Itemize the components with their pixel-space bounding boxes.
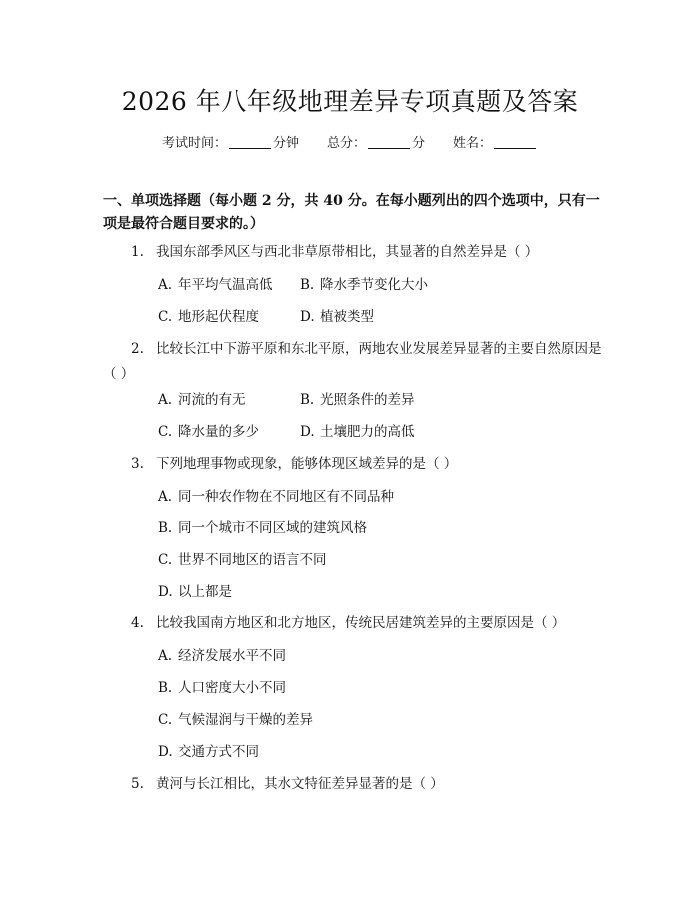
- option-1b: B. 降水季节变化大小: [300, 277, 428, 293]
- question-text: 比较长江中下游平原和东北平原，两地农业发展差异显著的主要自然原因是（ ）: [103, 341, 602, 382]
- option-2a: A. 河流的有无: [158, 392, 246, 408]
- option-3c: C. 世界不同地区的语言不同: [158, 552, 327, 568]
- question-4: [103, 611, 603, 636]
- option-1a: A. 年平均气温高低: [158, 277, 273, 293]
- question-number: 5.: [131, 776, 144, 792]
- option-1c: C. 地形起伏程度: [158, 309, 259, 325]
- option-4c: C. 气候湿润与干燥的差异: [158, 712, 313, 728]
- question-text: 黄河与长江相比，其水文特征差异显著的是（ ）: [156, 776, 444, 792]
- option-2b: B. 光照条件的差异: [300, 392, 415, 408]
- score-label: 总分：: [326, 136, 366, 151]
- option-3b: B. 同一个城市不同区域的建筑风格: [158, 520, 367, 536]
- section-heading: 一、单项选择题（每小题 2 分，共 40 分。在每小题列出的四个选项中，只有一项是最符合题目要求的。）: [103, 193, 600, 232]
- option-4d: D. 交通方式不同: [158, 744, 259, 760]
- option-2d: D. 土壤肥力的高低: [300, 424, 415, 440]
- option-3a: A. 同一种农作物在不同地区有不同品种: [158, 489, 394, 505]
- score-blank: [368, 136, 410, 149]
- question-number: 4.: [131, 615, 144, 631]
- question-2: [103, 337, 603, 387]
- option-4b: B. 人口密度大小不同: [158, 680, 286, 696]
- page-title: 2026 年八年级地理差异专项真题及答案: [121, 87, 579, 116]
- exam-info-line: [0, 132, 700, 151]
- question-text: 我国东部季风区与西北非草原带相比，其显著的自然差异是（ ）: [156, 244, 539, 260]
- question-text: 比较我国南方地区和北方地区，传统民居建筑差异的主要原因是（ ）: [156, 615, 566, 631]
- question-1: [103, 240, 603, 265]
- question-text: 下列地理事物或现象，能够体现区域差异的是（ ）: [156, 456, 458, 472]
- option-4a: A. 经济发展水平不同: [158, 648, 286, 664]
- question-number: 1.: [131, 244, 144, 260]
- question-number: 3.: [131, 456, 144, 472]
- question-3: [103, 452, 603, 477]
- time-label: 考试时间：: [161, 136, 227, 151]
- option-1d: D. 植被类型: [300, 309, 374, 325]
- name-label: 姓名：: [453, 136, 493, 151]
- name-blank: [494, 136, 536, 149]
- time-blank: [229, 136, 271, 149]
- option-3d: D. 以上都是: [158, 584, 232, 600]
- question-5: [103, 772, 603, 797]
- time-unit: 分钟: [272, 136, 299, 151]
- option-2c: C. 降水量的多少: [158, 424, 259, 440]
- question-number: 2.: [131, 341, 144, 357]
- score-unit: 分: [412, 136, 426, 151]
